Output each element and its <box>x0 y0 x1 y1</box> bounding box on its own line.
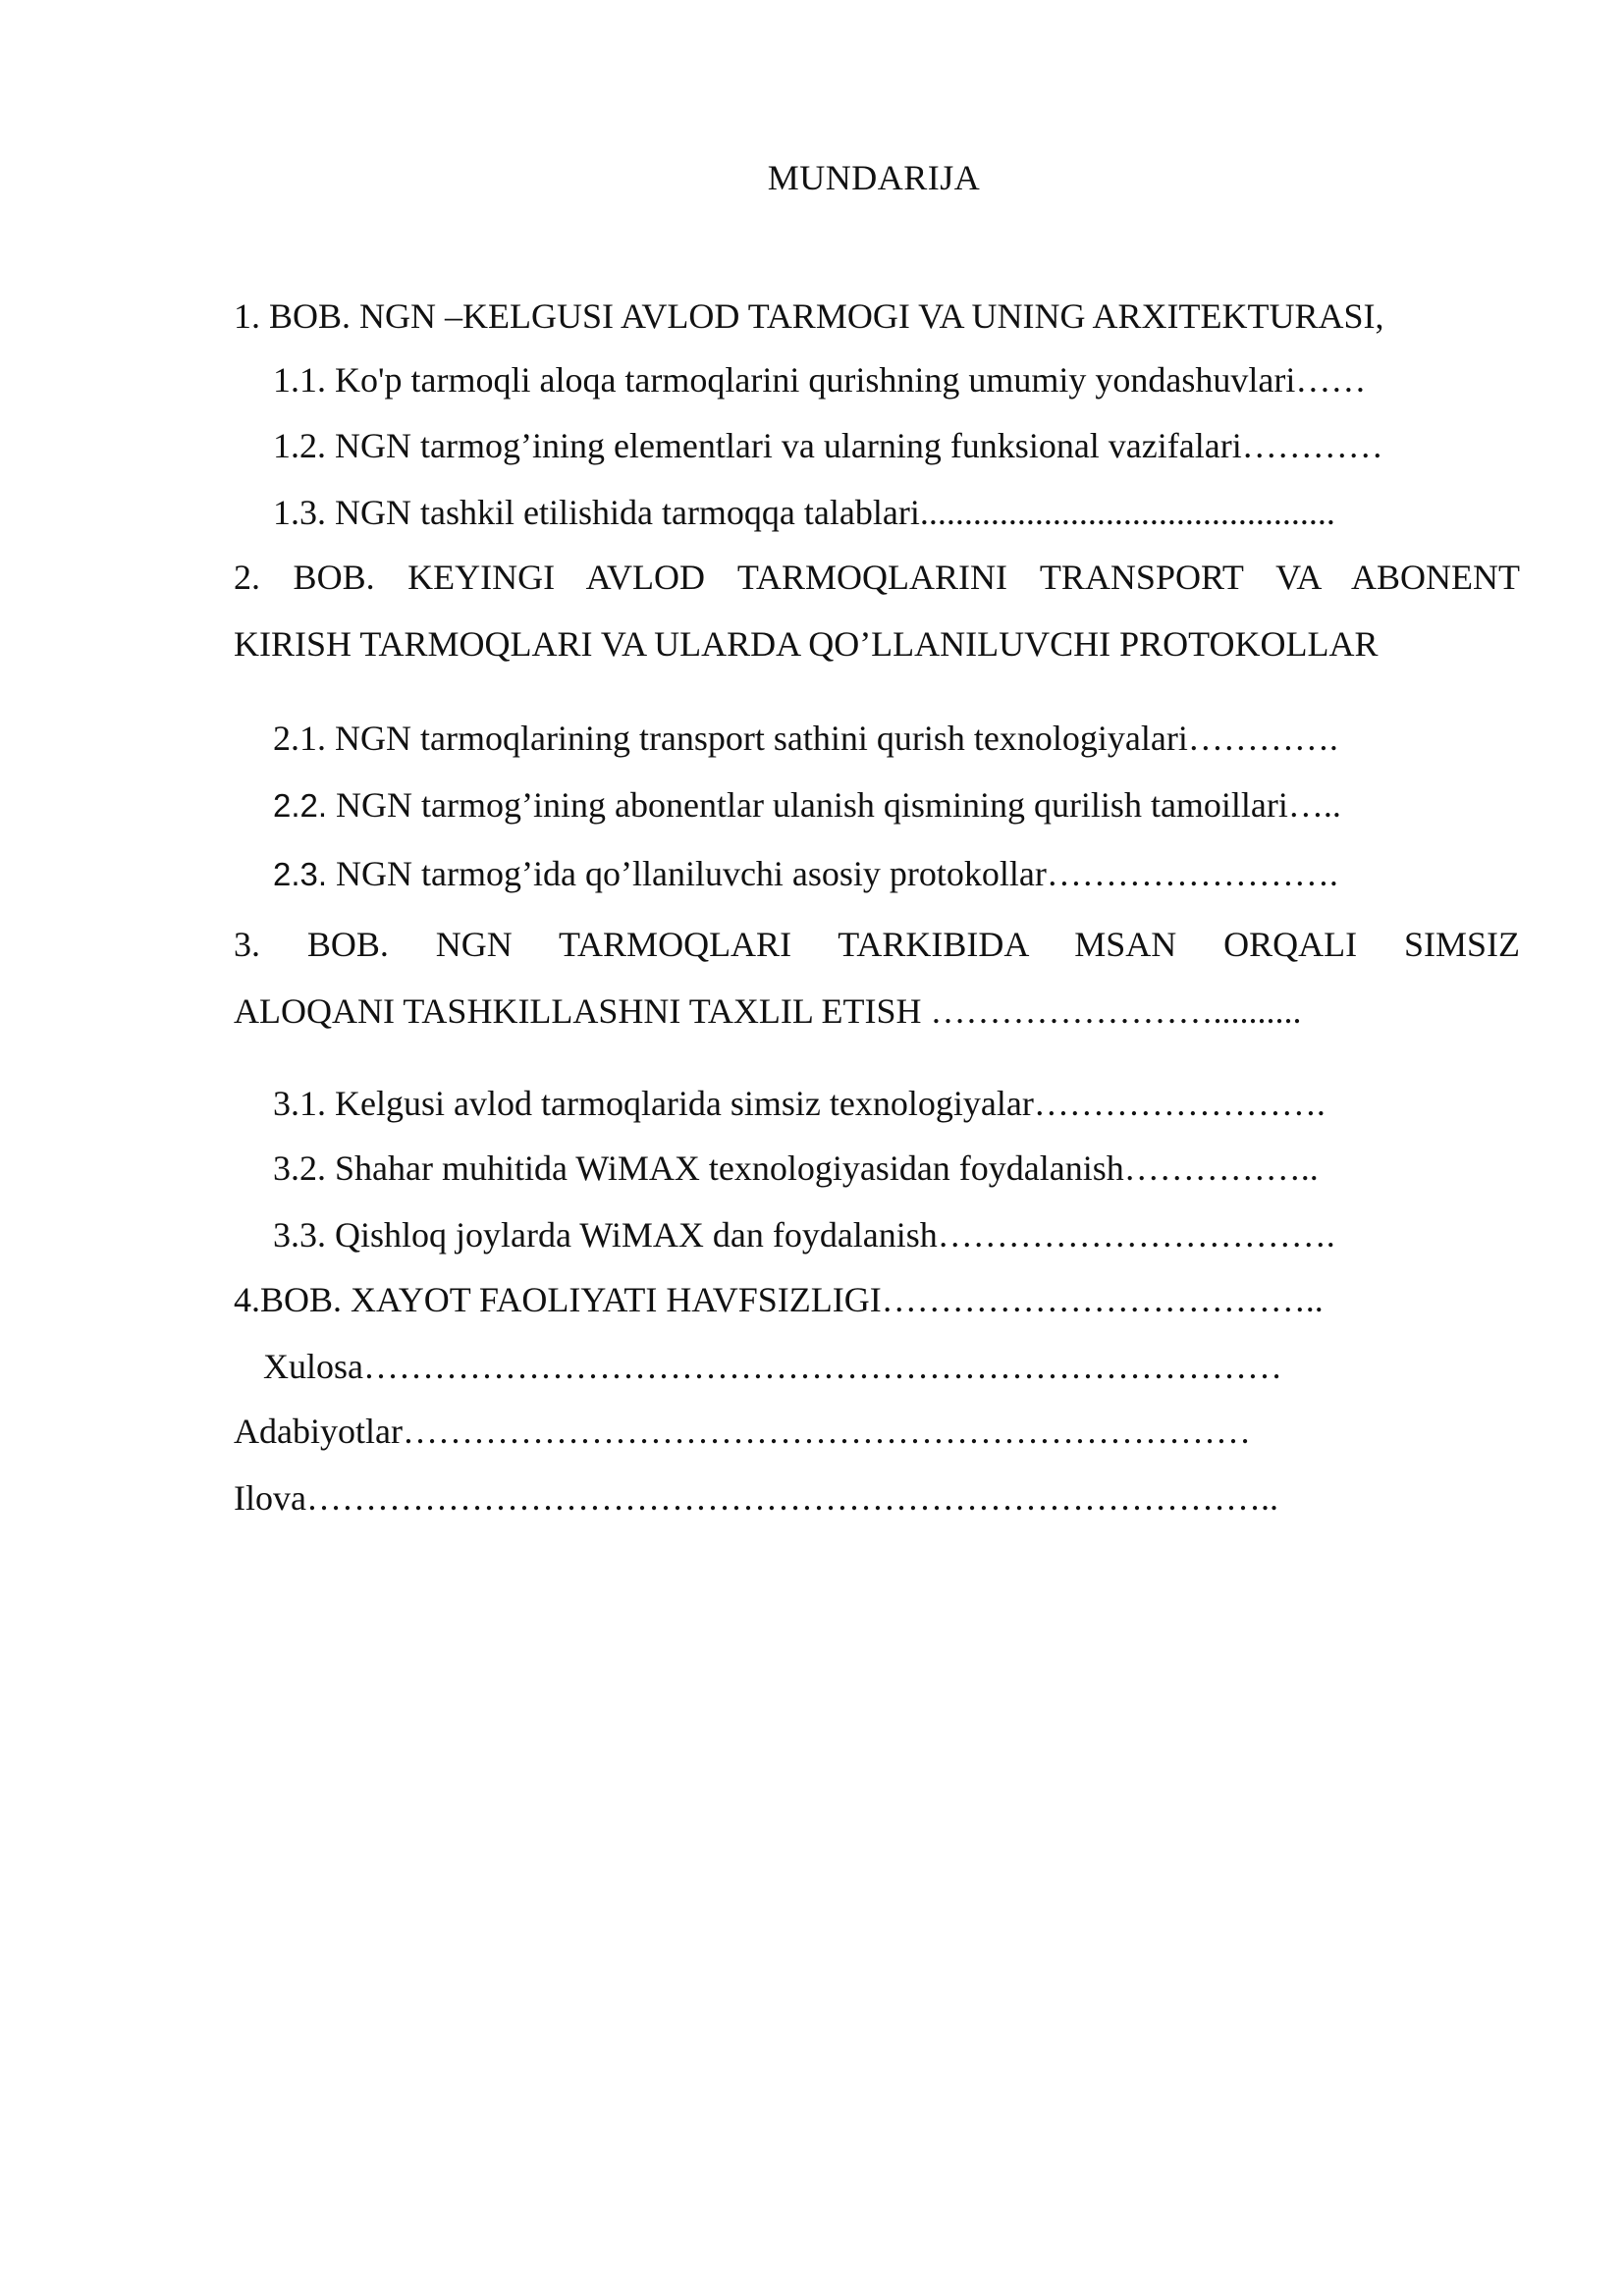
toc-conclusion: Xulosa…………………………………………………………………… <box>263 1347 1282 1386</box>
toc-chapter-3-line-2: ALOQANI TASHKILLASHNI TAXLIL ETISH …………………….......... <box>234 991 1302 1031</box>
page-title: MUNDARIJA <box>767 158 981 197</box>
toc-appendix: Ilova……………………………………………………………………….. <box>234 1478 1278 1518</box>
toc-section-2-3 <box>273 852 1338 896</box>
toc-chapter-2-line-1: 2. BOB. KEYINGI AVLOD TARMOQLARINI TRANSPORT VA ABONENT <box>234 558 1520 597</box>
toc-section-3-3: 3.3. Qishloq joylarda WiMAX dan foydalanish……………………………. <box>273 1215 1335 1255</box>
toc-section-1-1: 1.1. Ko'p tarmoqli aloqa tarmoqlarini qurishning umumiy yondashuvlari…… <box>273 360 1367 400</box>
toc-section-2-2-text: NGN tarmog’ining abonentlar ulanish qismining qurilish tamoillari….. <box>327 785 1341 825</box>
toc-section-2-2 <box>273 783 1341 828</box>
toc-chapter-3-line-1: 3. BOB. NGN TARMOQLARI TARKIBIDA MSAN ORQALI SIMSIZ <box>234 925 1520 964</box>
toc-references: Adabiyotlar……………………………………………………………… <box>234 1412 1251 1451</box>
toc-section-2-2-number: 2.2. <box>273 787 328 824</box>
toc-section-3-2: 3.2. Shahar muhitida WiMAX texnologiyasidan foydalanish…………….. <box>273 1148 1319 1188</box>
toc-section-1-3: 1.3. NGN tashkil etilishida tarmoqqa talablari............................................... <box>273 493 1335 532</box>
toc-section-2-1: 2.1. NGN tarmoqlarining transport sathini qurish texnologiyalari…………. <box>273 719 1338 758</box>
toc-chapter-2-line-2: KIRISH TARMOQLARI VA ULARDA QO’LLANILUVCHI PROTOKOLLAR <box>234 624 1379 664</box>
toc-chapter-1: 1. BOB. NGN –KELGUSI AVLOD TARMOGI VA UNING ARXITEKTURASI, <box>234 296 1384 336</box>
toc-section-1-2: 1.2. NGN tarmog’ining elementlari va ularning funksional vazifalari………… <box>273 426 1383 465</box>
toc-chapter-4: 4.BOB. XAYOT FAOLIYATI HAVFSIZLIGI……………………………….. <box>234 1280 1324 1319</box>
toc-section-2-3-number: 2.3. <box>273 856 328 892</box>
toc-section-3-1: 3.1. Kelgusi avlod tarmoqlarida simsiz texnologiyalar……………………. <box>273 1084 1326 1123</box>
toc-section-2-3-text: NGN tarmog’ida qo’llaniluvchi asosiy protokollar……………………. <box>327 854 1338 893</box>
